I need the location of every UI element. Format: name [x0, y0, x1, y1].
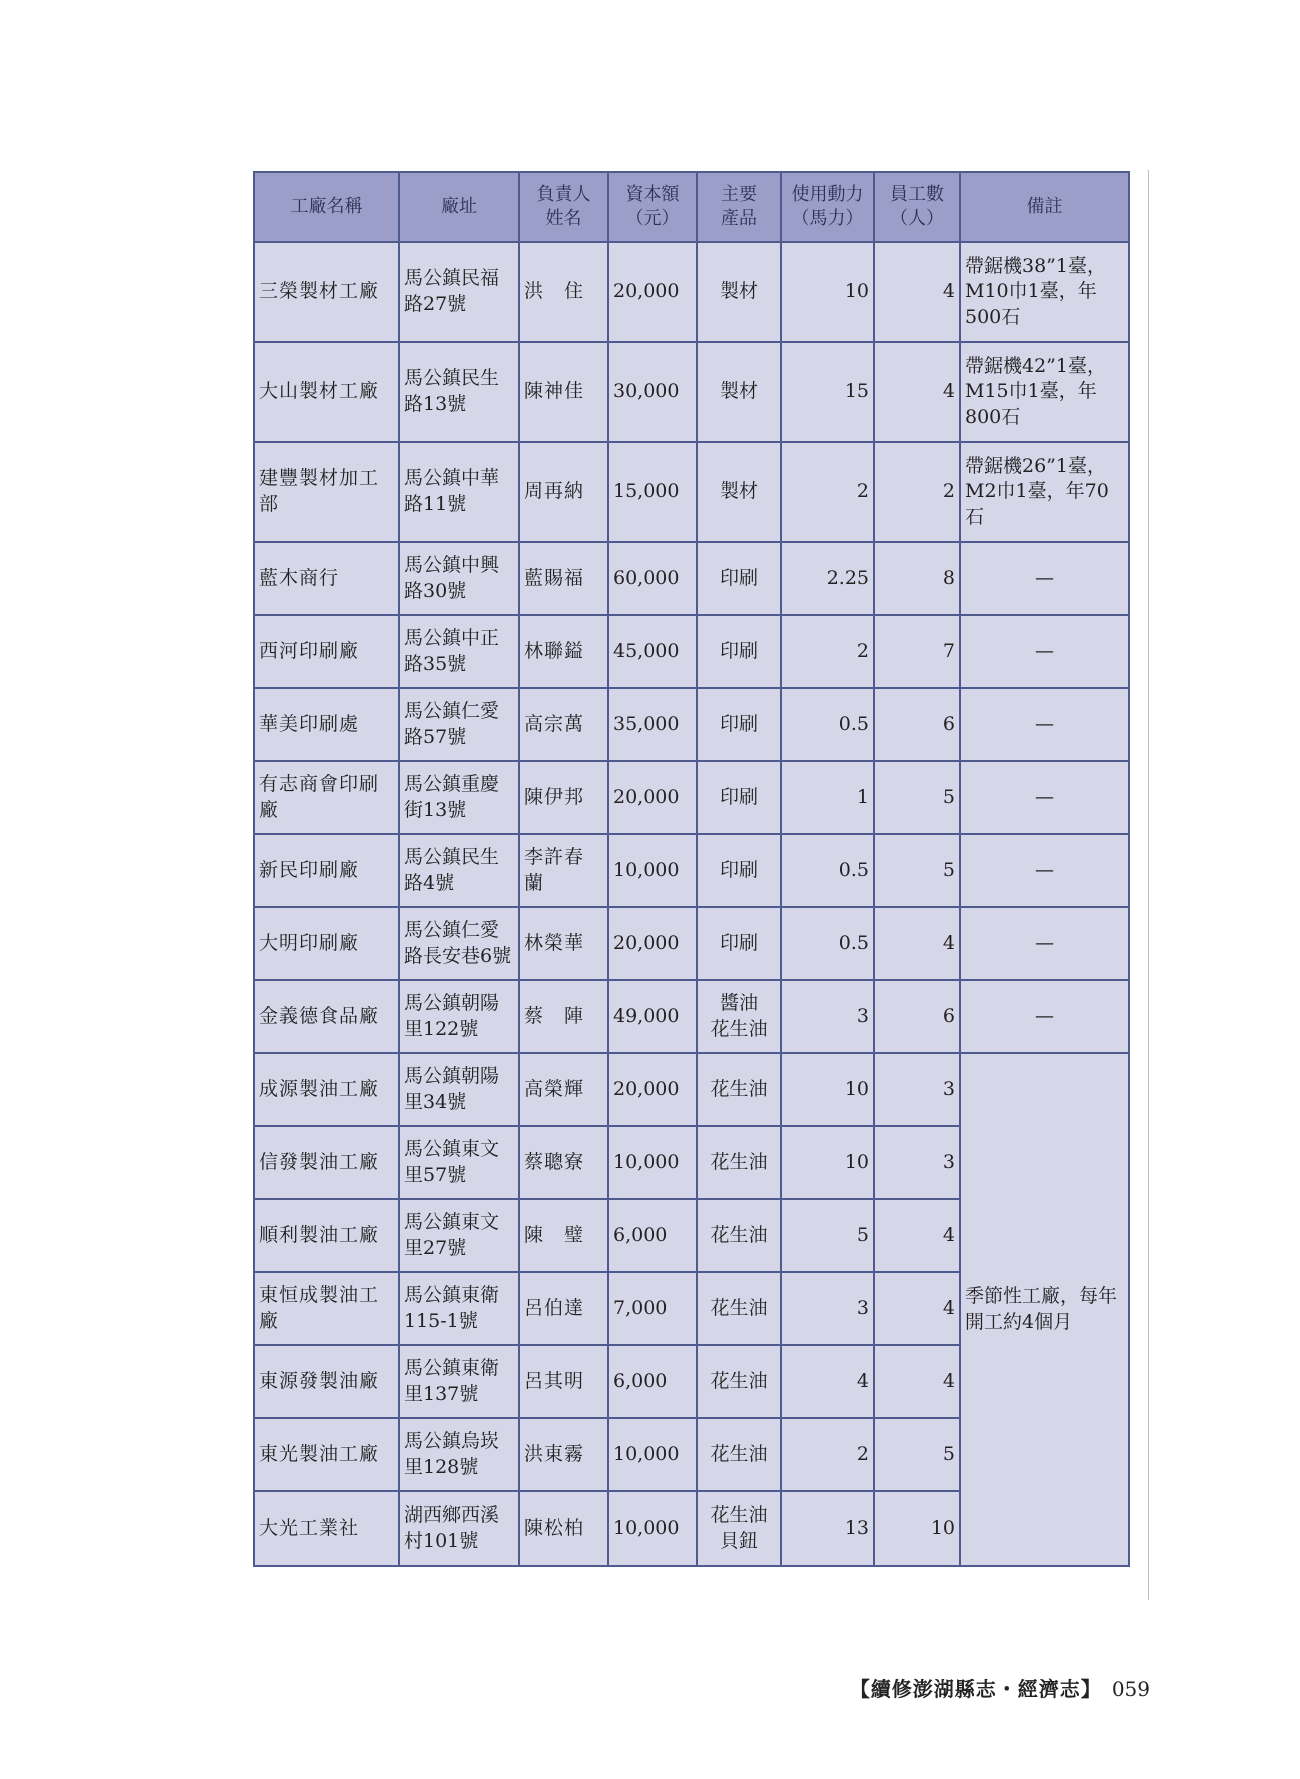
capital-cell: 49,000: [608, 980, 697, 1053]
power-cell: 0.5: [781, 688, 874, 761]
power-cell: 2: [781, 442, 874, 542]
person-cell: 林聯鎰: [519, 615, 608, 688]
header-address: 廠址: [399, 172, 519, 242]
capital-cell: 30,000: [608, 342, 697, 442]
power-cell: 3: [781, 1272, 874, 1345]
power-cell: 4: [781, 1345, 874, 1418]
header-employees: 員工數 （人）: [874, 172, 960, 242]
product-cell: 印刷: [697, 907, 781, 980]
address-cell: 馬公鎮中華路11號: [399, 442, 519, 542]
factory-name-cell: 西河印刷廠: [254, 615, 399, 688]
capital-cell: 20,000: [608, 761, 697, 834]
table-row: [254, 1053, 1129, 1126]
page-number: 059: [1111, 1677, 1150, 1701]
power-cell: 0.5: [781, 834, 874, 907]
product-cell: 花生油: [697, 1272, 781, 1345]
person-cell: 周再納: [519, 442, 608, 542]
note-cell: —: [960, 542, 1129, 615]
product-cell: 醬油 花生油: [697, 980, 781, 1053]
factory-name-cell: 金義德食品廠: [254, 980, 399, 1053]
seasonal-note-cell: 季節性工廠，每年開工約4個月: [960, 1053, 1129, 1566]
power-cell: 2.25: [781, 542, 874, 615]
table-row: [254, 761, 1129, 834]
page-footer: [850, 1673, 1150, 1702]
person-cell: 陳松柏: [519, 1491, 608, 1566]
person-cell: 蔡聰寮: [519, 1126, 608, 1199]
employees-cell: 4: [874, 1345, 960, 1418]
power-cell: 10: [781, 1053, 874, 1126]
factory-name-cell: 大明印刷廠: [254, 907, 399, 980]
product-cell: 印刷: [697, 615, 781, 688]
power-cell: 10: [781, 1126, 874, 1199]
person-cell: 呂其明: [519, 1345, 608, 1418]
capital-cell: 15,000: [608, 442, 697, 542]
employees-cell: 5: [874, 834, 960, 907]
capital-cell: 10,000: [608, 1418, 697, 1491]
book-title: 【續修澎湖縣志・經濟志】: [849, 1677, 1102, 1701]
address-cell: 馬公鎮中興路30號: [399, 542, 519, 615]
note-cell: —: [960, 907, 1129, 980]
person-cell: 高宗萬: [519, 688, 608, 761]
capital-cell: 7,000: [608, 1272, 697, 1345]
employees-cell: 10: [874, 1491, 960, 1566]
person-cell: 洪 住: [519, 242, 608, 342]
table-row: [254, 688, 1129, 761]
employees-cell: 3: [874, 1053, 960, 1126]
factory-name-cell: 東源發製油廠: [254, 1345, 399, 1418]
header-product: 主要 產品: [697, 172, 781, 242]
factory-name-cell: 信發製油工廠: [254, 1126, 399, 1199]
power-cell: 5: [781, 1199, 874, 1272]
product-cell: 花生油: [697, 1199, 781, 1272]
factory-name-cell: 東恒成製油工廠: [254, 1272, 399, 1345]
product-cell: 印刷: [697, 761, 781, 834]
table-body: [254, 242, 1129, 1566]
header-power: 使用動力 （馬力）: [781, 172, 874, 242]
factory-name-cell: 大光工業社: [254, 1491, 399, 1566]
employees-cell: 4: [874, 242, 960, 342]
address-cell: 馬公鎮東衛115-1號: [399, 1272, 519, 1345]
factory-name-cell: 順利製油工廠: [254, 1199, 399, 1272]
table-header-row: [254, 172, 1129, 242]
employees-cell: 5: [874, 761, 960, 834]
address-cell: 馬公鎮東文里27號: [399, 1199, 519, 1272]
product-cell: 製材: [697, 342, 781, 442]
capital-cell: 20,000: [608, 242, 697, 342]
capital-cell: 10,000: [608, 1126, 697, 1199]
address-cell: 馬公鎮東衛里137號: [399, 1345, 519, 1418]
table-row: [254, 442, 1129, 542]
power-cell: 15: [781, 342, 874, 442]
table-row: [254, 542, 1129, 615]
product-cell: 花生油: [697, 1053, 781, 1126]
employees-cell: 2: [874, 442, 960, 542]
capital-cell: 10,000: [608, 1491, 697, 1566]
factory-name-cell: 藍木商行: [254, 542, 399, 615]
table-row: [254, 907, 1129, 980]
table-row: [254, 615, 1129, 688]
employees-cell: 8: [874, 542, 960, 615]
capital-cell: 10,000: [608, 834, 697, 907]
note-cell: 帶鋸機38”1臺，M10巾1臺，年500石: [960, 242, 1129, 342]
capital-cell: 6,000: [608, 1345, 697, 1418]
note-cell: —: [960, 761, 1129, 834]
employees-cell: 6: [874, 980, 960, 1053]
person-cell: 陳神佳: [519, 342, 608, 442]
address-cell: 馬公鎮烏崁里128號: [399, 1418, 519, 1491]
person-cell: 洪東霧: [519, 1418, 608, 1491]
person-cell: 陳伊邦: [519, 761, 608, 834]
power-cell: 2: [781, 1418, 874, 1491]
capital-cell: 6,000: [608, 1199, 697, 1272]
person-cell: 林榮華: [519, 907, 608, 980]
product-cell: 花生油: [697, 1126, 781, 1199]
address-cell: 馬公鎮朝陽里34號: [399, 1053, 519, 1126]
power-cell: 3: [781, 980, 874, 1053]
employees-cell: 5: [874, 1418, 960, 1491]
table-row: [254, 342, 1129, 442]
employees-cell: 4: [874, 1272, 960, 1345]
person-cell: 李許春蘭: [519, 834, 608, 907]
address-cell: 馬公鎮東文里57號: [399, 1126, 519, 1199]
employees-cell: 6: [874, 688, 960, 761]
factory-name-cell: 三榮製材工廠: [254, 242, 399, 342]
product-cell: 製材: [697, 442, 781, 542]
employees-cell: 4: [874, 1199, 960, 1272]
person-cell: 陳 璧: [519, 1199, 608, 1272]
person-cell: 高榮輝: [519, 1053, 608, 1126]
note-cell: 帶鋸機26”1臺，M2巾1臺，年70石: [960, 442, 1129, 542]
factory-name-cell: 華美印刷處: [254, 688, 399, 761]
capital-cell: 20,000: [608, 1053, 697, 1126]
table-row: [254, 834, 1129, 907]
header-capital: 資本額 （元）: [608, 172, 697, 242]
factory-name-cell: 建豐製材加工部: [254, 442, 399, 542]
factory-name-cell: 大山製材工廠: [254, 342, 399, 442]
factory-table: [253, 171, 1130, 1567]
person-cell: 蔡 陣: [519, 980, 608, 1053]
factory-name-cell: 有志商會印刷廠: [254, 761, 399, 834]
note-cell: —: [960, 615, 1129, 688]
capital-cell: 35,000: [608, 688, 697, 761]
employees-cell: 3: [874, 1126, 960, 1199]
address-cell: 馬公鎮朝陽里122號: [399, 980, 519, 1053]
product-cell: 印刷: [697, 834, 781, 907]
note-cell: —: [960, 688, 1129, 761]
product-cell: 花生油: [697, 1418, 781, 1491]
address-cell: 馬公鎮民福路27號: [399, 242, 519, 342]
address-cell: 馬公鎮民生路4號: [399, 834, 519, 907]
factory-name-cell: 成源製油工廠: [254, 1053, 399, 1126]
factory-name-cell: 新民印刷廠: [254, 834, 399, 907]
address-cell: 馬公鎮民生路13號: [399, 342, 519, 442]
power-cell: 10: [781, 242, 874, 342]
address-cell: 馬公鎮仁愛路長安巷6號: [399, 907, 519, 980]
product-cell: 製材: [697, 242, 781, 342]
employees-cell: 4: [874, 342, 960, 442]
page-margin-line: [1148, 170, 1149, 1600]
address-cell: 馬公鎮中正路35號: [399, 615, 519, 688]
employees-cell: 7: [874, 615, 960, 688]
product-cell: 花生油 貝鈕: [697, 1491, 781, 1566]
person-cell: 呂伯達: [519, 1272, 608, 1345]
capital-cell: 60,000: [608, 542, 697, 615]
power-cell: 13: [781, 1491, 874, 1566]
capital-cell: 45,000: [608, 615, 697, 688]
product-cell: 花生油: [697, 1345, 781, 1418]
product-cell: 印刷: [697, 542, 781, 615]
note-cell: —: [960, 834, 1129, 907]
table-row: [254, 980, 1129, 1053]
address-cell: 馬公鎮重慶街13號: [399, 761, 519, 834]
employees-cell: 4: [874, 907, 960, 980]
power-cell: 0.5: [781, 907, 874, 980]
header-person: 負責人 姓名: [519, 172, 608, 242]
address-cell: 馬公鎮仁愛路57號: [399, 688, 519, 761]
product-cell: 印刷: [697, 688, 781, 761]
power-cell: 1: [781, 761, 874, 834]
header-note: 備註: [960, 172, 1129, 242]
note-cell: —: [960, 980, 1129, 1053]
factory-name-cell: 東光製油工廠: [254, 1418, 399, 1491]
capital-cell: 20,000: [608, 907, 697, 980]
note-cell: 帶鋸機42”1臺，M15巾1臺，年800石: [960, 342, 1129, 442]
table-row: [254, 242, 1129, 342]
person-cell: 藍賜福: [519, 542, 608, 615]
power-cell: 2: [781, 615, 874, 688]
header-factory-name: 工廠名稱: [254, 172, 399, 242]
address-cell: 湖西鄉西溪村101號: [399, 1491, 519, 1566]
